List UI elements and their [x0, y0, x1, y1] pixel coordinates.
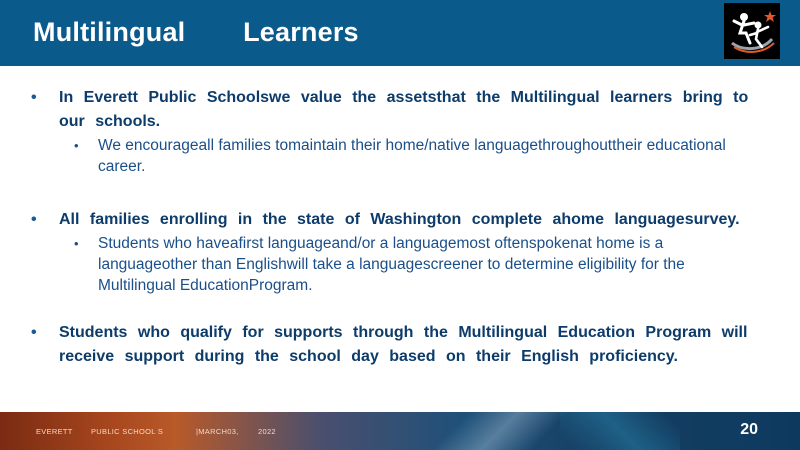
sub-bullet-2	[30, 233, 750, 296]
sub-bullet-dot-icon: •	[74, 138, 79, 153]
footer-schools: PUBLIC SCHOOL S	[91, 427, 164, 436]
footer-org: EVERETT	[36, 427, 73, 436]
sub-bullet-1-text: We encourageall families tomaintain their home/native languagethroughouttheir educational career.	[98, 137, 726, 175]
sub-bullet-1	[30, 135, 750, 177]
bullet-3	[30, 321, 750, 369]
footer-bar	[0, 412, 800, 450]
sub-bullet-2-text: Students who haveafirst languageand/or a languagemost oftenspokenat home is a languageother than Englishwill take a languagescreener to determine eligibility for the Multilingual EducationProgram.	[98, 235, 685, 294]
district-logo-icon	[724, 3, 780, 59]
title-word-1: Multilingual	[33, 17, 186, 47]
bullet-dot-icon: •	[31, 211, 37, 228]
title-word-2: Learners	[243, 17, 359, 47]
page-number: 20	[740, 421, 758, 438]
bullet-dot-icon: •	[31, 89, 37, 106]
slide-title	[33, 17, 359, 48]
bullet-2-text: All families enrolling in the state of Washington complete ahome languagesurvey.	[59, 211, 740, 228]
bullet-1-text: In Everett Public Schoolswe value the assetsthat the Multilingual learners bring to our schools.	[59, 89, 749, 130]
bullet-3-text: Students who qualify for supports through the Multilingual Education Program will receive support during the school day based on their English proficiency.	[59, 324, 748, 365]
sub-bullet-dot-icon: •	[74, 236, 79, 251]
bullet-1	[30, 86, 750, 134]
slide-body	[30, 86, 750, 369]
bullet-dot-icon: •	[31, 324, 37, 341]
bullet-2	[30, 208, 750, 232]
title-bar	[0, 0, 800, 66]
footer-month: |MARCH03,	[196, 427, 239, 436]
footer-year: 2022	[258, 427, 276, 436]
